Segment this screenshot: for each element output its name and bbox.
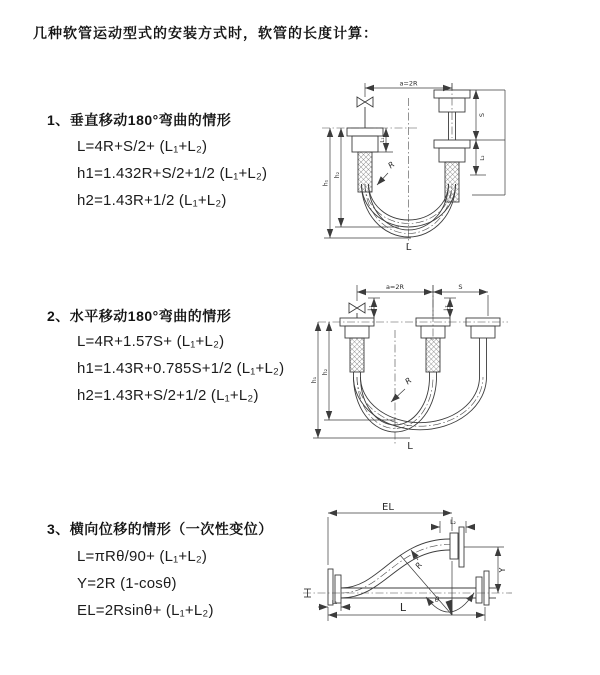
moving-flange-far — [466, 318, 500, 377]
section-1-heading: 1、垂直移动180°弯曲的情形 — [47, 112, 232, 128]
braided-section — [358, 152, 372, 192]
dimensions — [318, 513, 504, 621]
section-2-formula-h2: h2=1.43R+S/2+1/2 (L₁+L₂) — [77, 387, 259, 404]
fixed-flange — [347, 128, 383, 192]
length-label: L — [407, 441, 413, 452]
dim-label-y: Y — [498, 567, 507, 573]
diagram-lateral-displacement — [300, 503, 600, 675]
diagram-horizontal-180-bend — [310, 282, 597, 452]
section-3-formula-Y: Y=2R (1-cosθ) — [77, 575, 177, 592]
displaced-hose-curve — [341, 539, 450, 598]
dim-label-l1: L₁ — [367, 305, 374, 311]
dim-label-s: S — [478, 112, 486, 118]
valve-icon — [349, 303, 365, 318]
u-bend-arcs — [354, 377, 487, 432]
section-1-formula-h2: h2=1.43R+1/2 (L₁+L₂) — [77, 192, 227, 209]
dim-label-width: a=2R — [385, 283, 405, 291]
dimensions — [313, 285, 488, 438]
section-2-formula-h1: h1=1.43R+0.785S+1/2 (L₁+L₂) — [77, 360, 285, 377]
angle-vertex — [446, 600, 452, 615]
section-2-formula-L: L=4R+1.57S+ (L₁+L₂) — [77, 333, 225, 350]
section-1-formula-h1: h1=1.432R+S/2+1/2 (L₁+L₂) — [77, 165, 268, 182]
right-flange — [476, 571, 496, 605]
dim-label-s: S — [458, 283, 463, 291]
section-3-formula-L: L=πRθ/90+ (L₁+L₂) — [77, 548, 208, 565]
length-label: L — [399, 601, 407, 614]
radius-label: R — [403, 375, 414, 387]
radius-label: R — [413, 560, 425, 571]
diagram-vertical-180-bend — [314, 80, 594, 252]
dim-label-el: EL — [382, 502, 394, 513]
dim-label-l2: L₂ — [450, 519, 456, 526]
dim-label-l2: L₂ — [480, 155, 486, 161]
braided-section — [350, 338, 364, 372]
dimensions — [324, 83, 505, 238]
angle-label: θ — [434, 596, 440, 604]
dim-label-h1: h₁ — [322, 179, 330, 187]
hose-assembly — [340, 303, 500, 432]
section-2-heading: 2、水平移动180°弯曲的情形 — [47, 308, 232, 324]
centerlines — [303, 545, 512, 594]
dim-label-width: a=2R — [399, 79, 418, 88]
braided-section — [426, 338, 440, 372]
radius-label: R — [386, 159, 397, 171]
moving-flange-lower — [434, 140, 470, 202]
page-title: 几种软管运动型式的安装方式时，软管的长度计算： — [33, 25, 378, 41]
section-3-heading: 3、横向位移的情形（一次性变位） — [47, 521, 273, 537]
dim-label-l2: L₂ — [443, 305, 450, 311]
dim-label-h2: h₂ — [322, 368, 329, 376]
dim-label-l1: L₁ — [331, 600, 338, 606]
section-3-formula-EL: EL=2Rsinθ+ (L₁+L₂) — [77, 602, 214, 619]
fixed-flange — [340, 318, 374, 377]
dim-label-h2: h₂ — [334, 171, 341, 179]
dim-label-h1: h₁ — [311, 376, 318, 384]
valve-icon — [357, 97, 373, 128]
dim-label-l1: L₁ — [380, 137, 386, 143]
section-1-formula-L: L=4R+S/2+ (L₁+L₂) — [77, 138, 208, 155]
length-label: L — [405, 242, 412, 253]
moving-flange-near — [416, 318, 450, 377]
